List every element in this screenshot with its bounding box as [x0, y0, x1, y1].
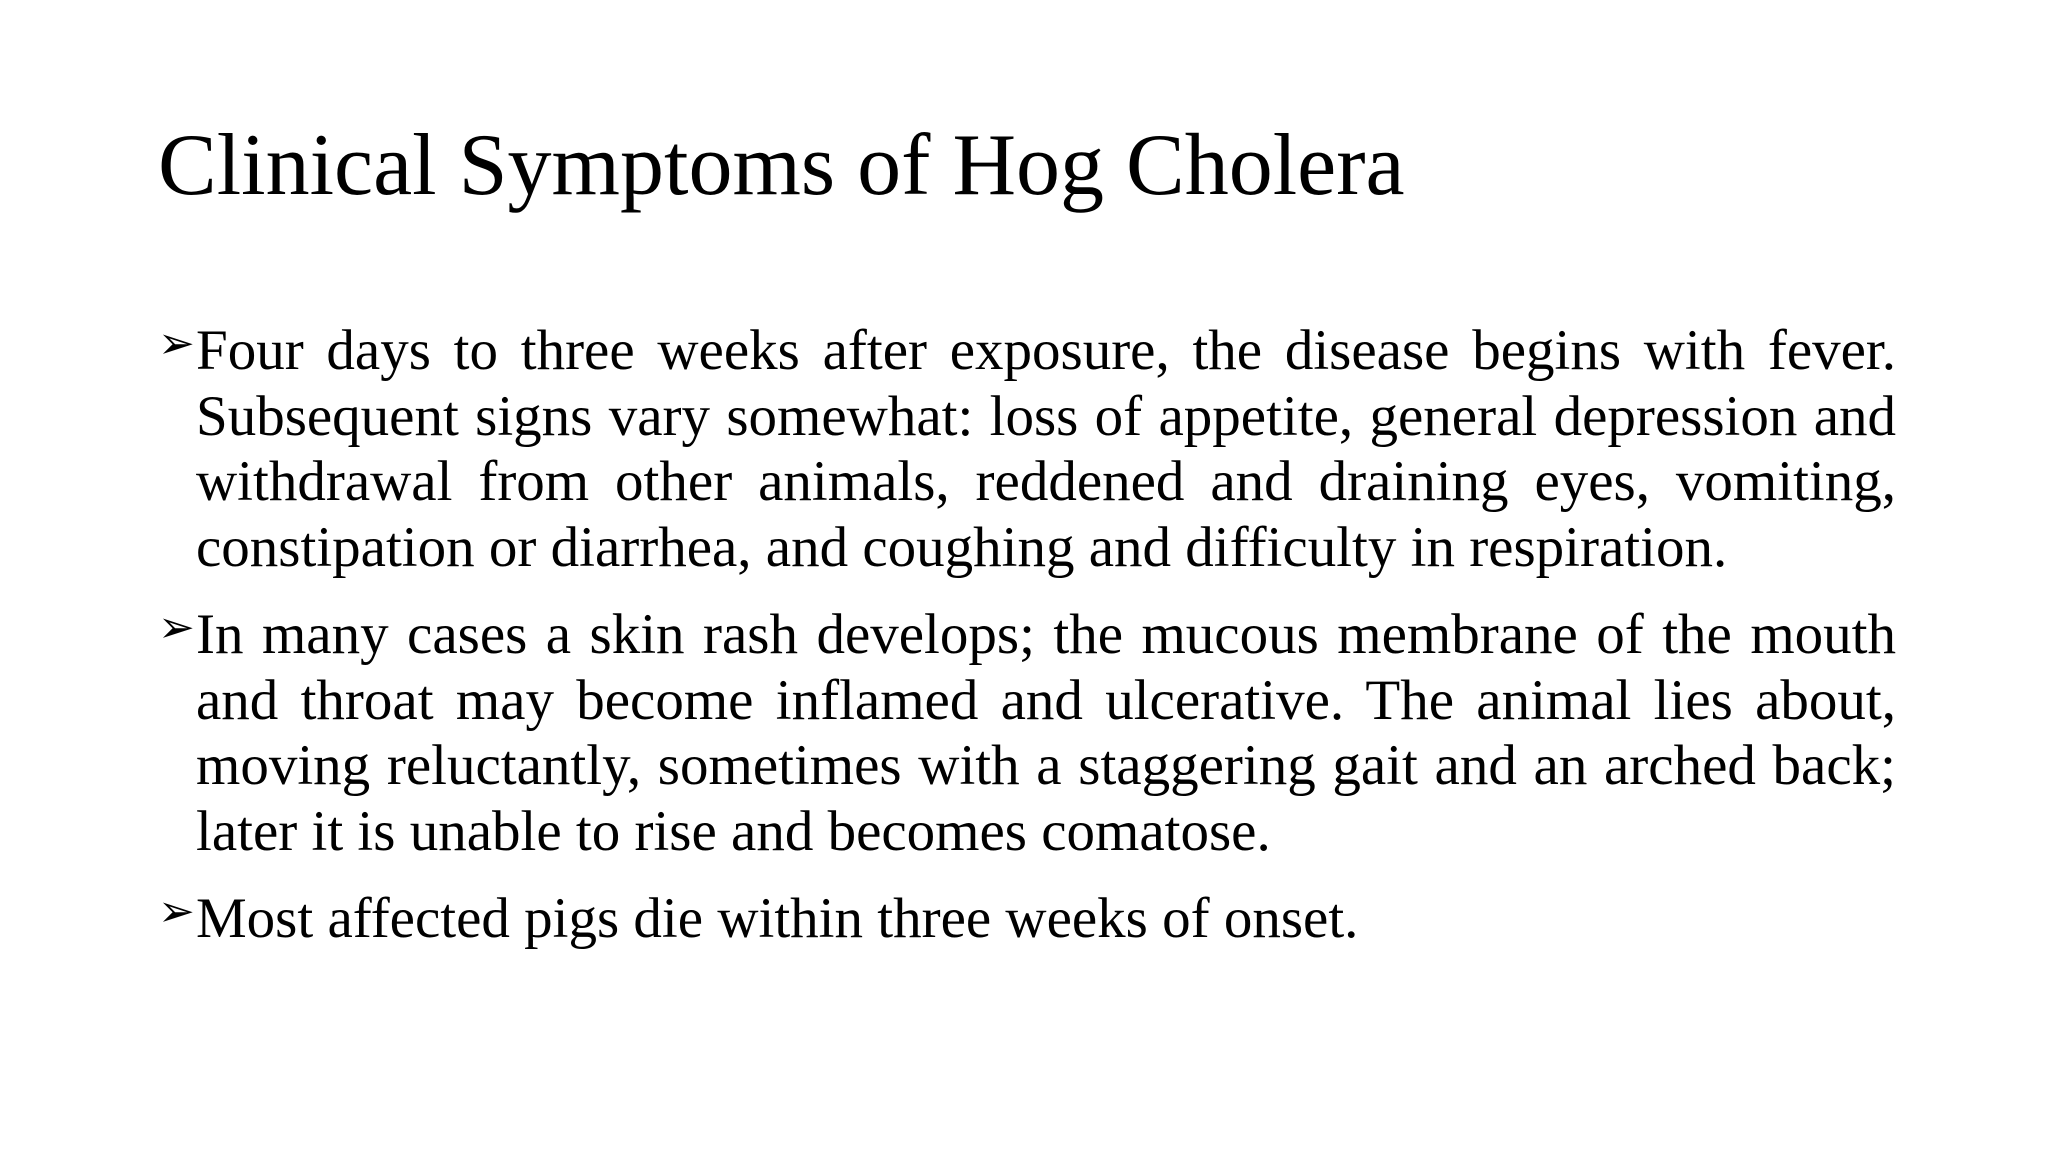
- bullet-list: [158, 318, 1896, 974]
- bullet-item: [158, 886, 1896, 952]
- arrowhead-bullet-icon: ➢: [158, 886, 195, 937]
- bullet-text: In many cases a skin rash develops; the mucous membrane of the mouth and throat may become inflamed and ulcerative. The animal lies about, moving reluctantly, sometimes with a staggering gait and an arched back; later it is unable to rise and becomes comatose.: [196, 603, 1896, 863]
- arrowhead-bullet-icon: ➢: [158, 318, 195, 369]
- bullet-text: Most affected pigs die within three weeks of onset.: [196, 887, 1359, 950]
- arrowhead-bullet-icon: ➢: [158, 602, 195, 653]
- slide-title: Clinical Symptoms of Hog Cholera: [158, 117, 1405, 214]
- bullet-item: [158, 318, 1896, 580]
- bullet-item: [158, 602, 1896, 864]
- bullet-text: Four days to three weeks after exposure, the disease begins with fever. Subsequent signs vary somewhat: loss of appetite, general depression and withdrawal from other animals, reddened and draining eyes, vomiting, constipation or diarrhea, and coughing and difficulty in respiration.: [196, 319, 1896, 579]
